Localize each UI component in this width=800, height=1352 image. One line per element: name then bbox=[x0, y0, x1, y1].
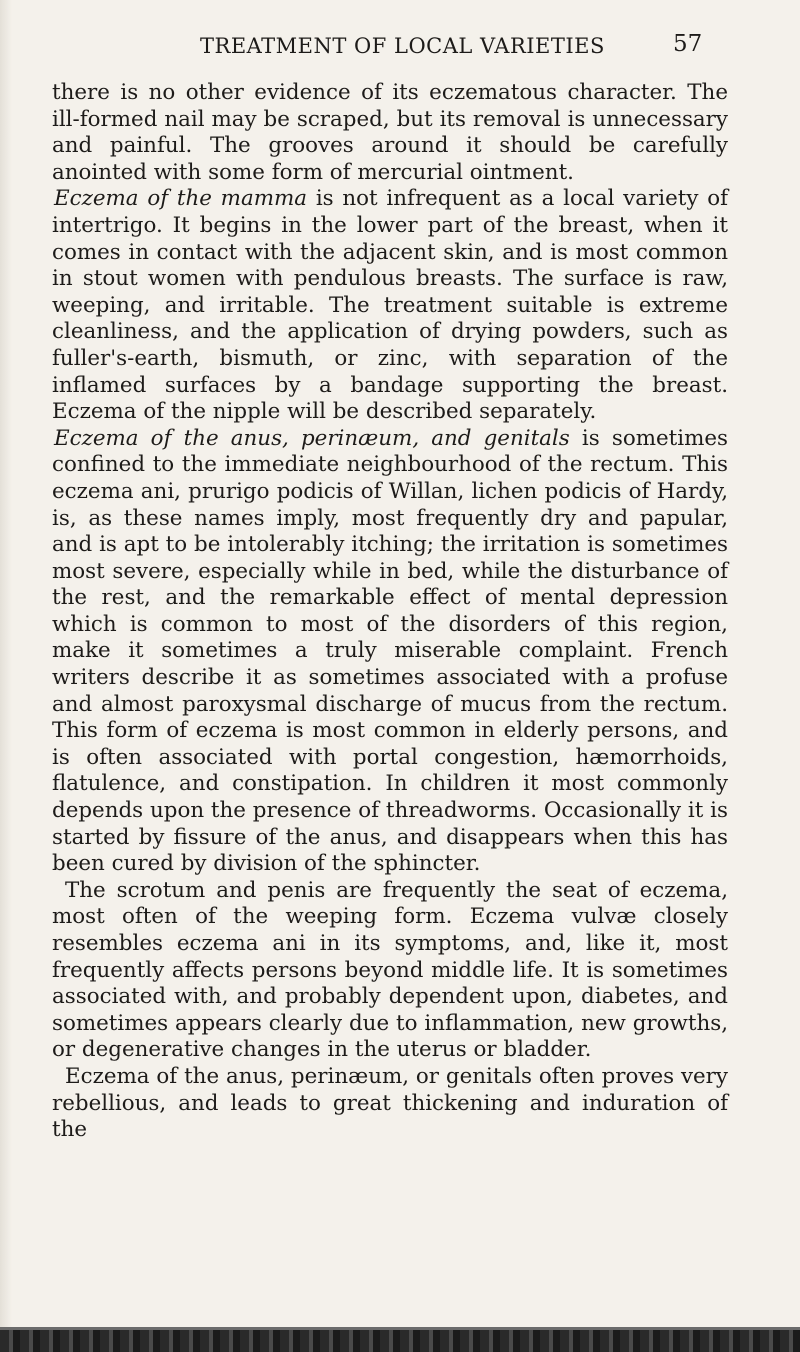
heading-eczema-mamma: Eczema of the mamma bbox=[54, 186, 308, 212]
heading-eczema-anus: Eczema of the anus, perinæum, and genitals bbox=[54, 425, 570, 451]
page-bottom-edge bbox=[0, 1330, 800, 1352]
paragraph-rebellious: Eczema of the anus, perinæum, or genitals often proves very rebellious, and leads to great thickening and induration of the bbox=[52, 1063, 728, 1143]
page-number: 57 bbox=[673, 31, 703, 57]
page-gutter-shadow bbox=[0, 0, 12, 1352]
body-text bbox=[52, 80, 728, 1144]
paragraph-eczema-anus-text: is sometimes confined to the immediate neighbourhood of the rectum. This eczema ani, prurigo podicis of Willan, lichen podicis of Hardy, is, as these names imply, most frequently dry and papular, and is apt to be intolerably itching; the irritation is sometimes most severe, especially while in bed, while the disturbance of the rest, and the remarkable effect of mental depression which is common to most of the disorders of this region, make it sometimes a truly miserable complaint. French writers describe it as sometimes associated with a profuse and almost paroxysmal discharge of mucus from the rectum. This form of eczema is most common in elderly persons, and is often associated with portal congestion, hæmorrhoids, flatulence, and constipation. In children it most commonly depends upon the presence of threadworms. Occasionally it is started by fissure of the anus, and disappears when this has been cured by division of the sphincter. bbox=[52, 425, 728, 877]
paragraph-scrotum-vulvae: The scrotum and penis are frequently the seat of eczema, most often of the weeping form. Eczema vulvæ closely resembles eczema ani in its symptoms, and, like it, most frequently affects persons beyond middle life. It is sometimes associated with, and probably dependent upon, diabetes, and sometimes appears clearly due to inflammation, new growths, or degenerative changes in the uterus or bladder. bbox=[52, 877, 728, 1063]
paragraph-eczema-mamma-text: is not infrequent as a local variety of intertrigo. It begins in the lower part of the breast, when it comes in contact with the adjacent skin, and is most common in stout women with pendulous breasts. The surface is raw, weeping, and irritable. The treatment suitable is extreme cleanliness, and the application of drying powders, such as fuller's-earth, bismuth, or zinc, with separation of the inflamed surfaces by a bandage supporting the breast. Eczema of the nipple will be described separately. bbox=[52, 186, 728, 425]
paragraph-nail-treatment: there is no other evidence of its eczematous character. The ill-formed nail may be scraped, but its removal is unnecessary and painful. The grooves around it should be carefully anointed with some form of mercurial ointment. bbox=[52, 80, 728, 185]
paragraph-eczema-anus bbox=[52, 426, 728, 878]
running-head: TREATMENT OF LOCAL VARIETIES bbox=[200, 34, 605, 58]
paragraph-eczema-mamma bbox=[52, 186, 728, 425]
page-header bbox=[0, 31, 800, 66]
